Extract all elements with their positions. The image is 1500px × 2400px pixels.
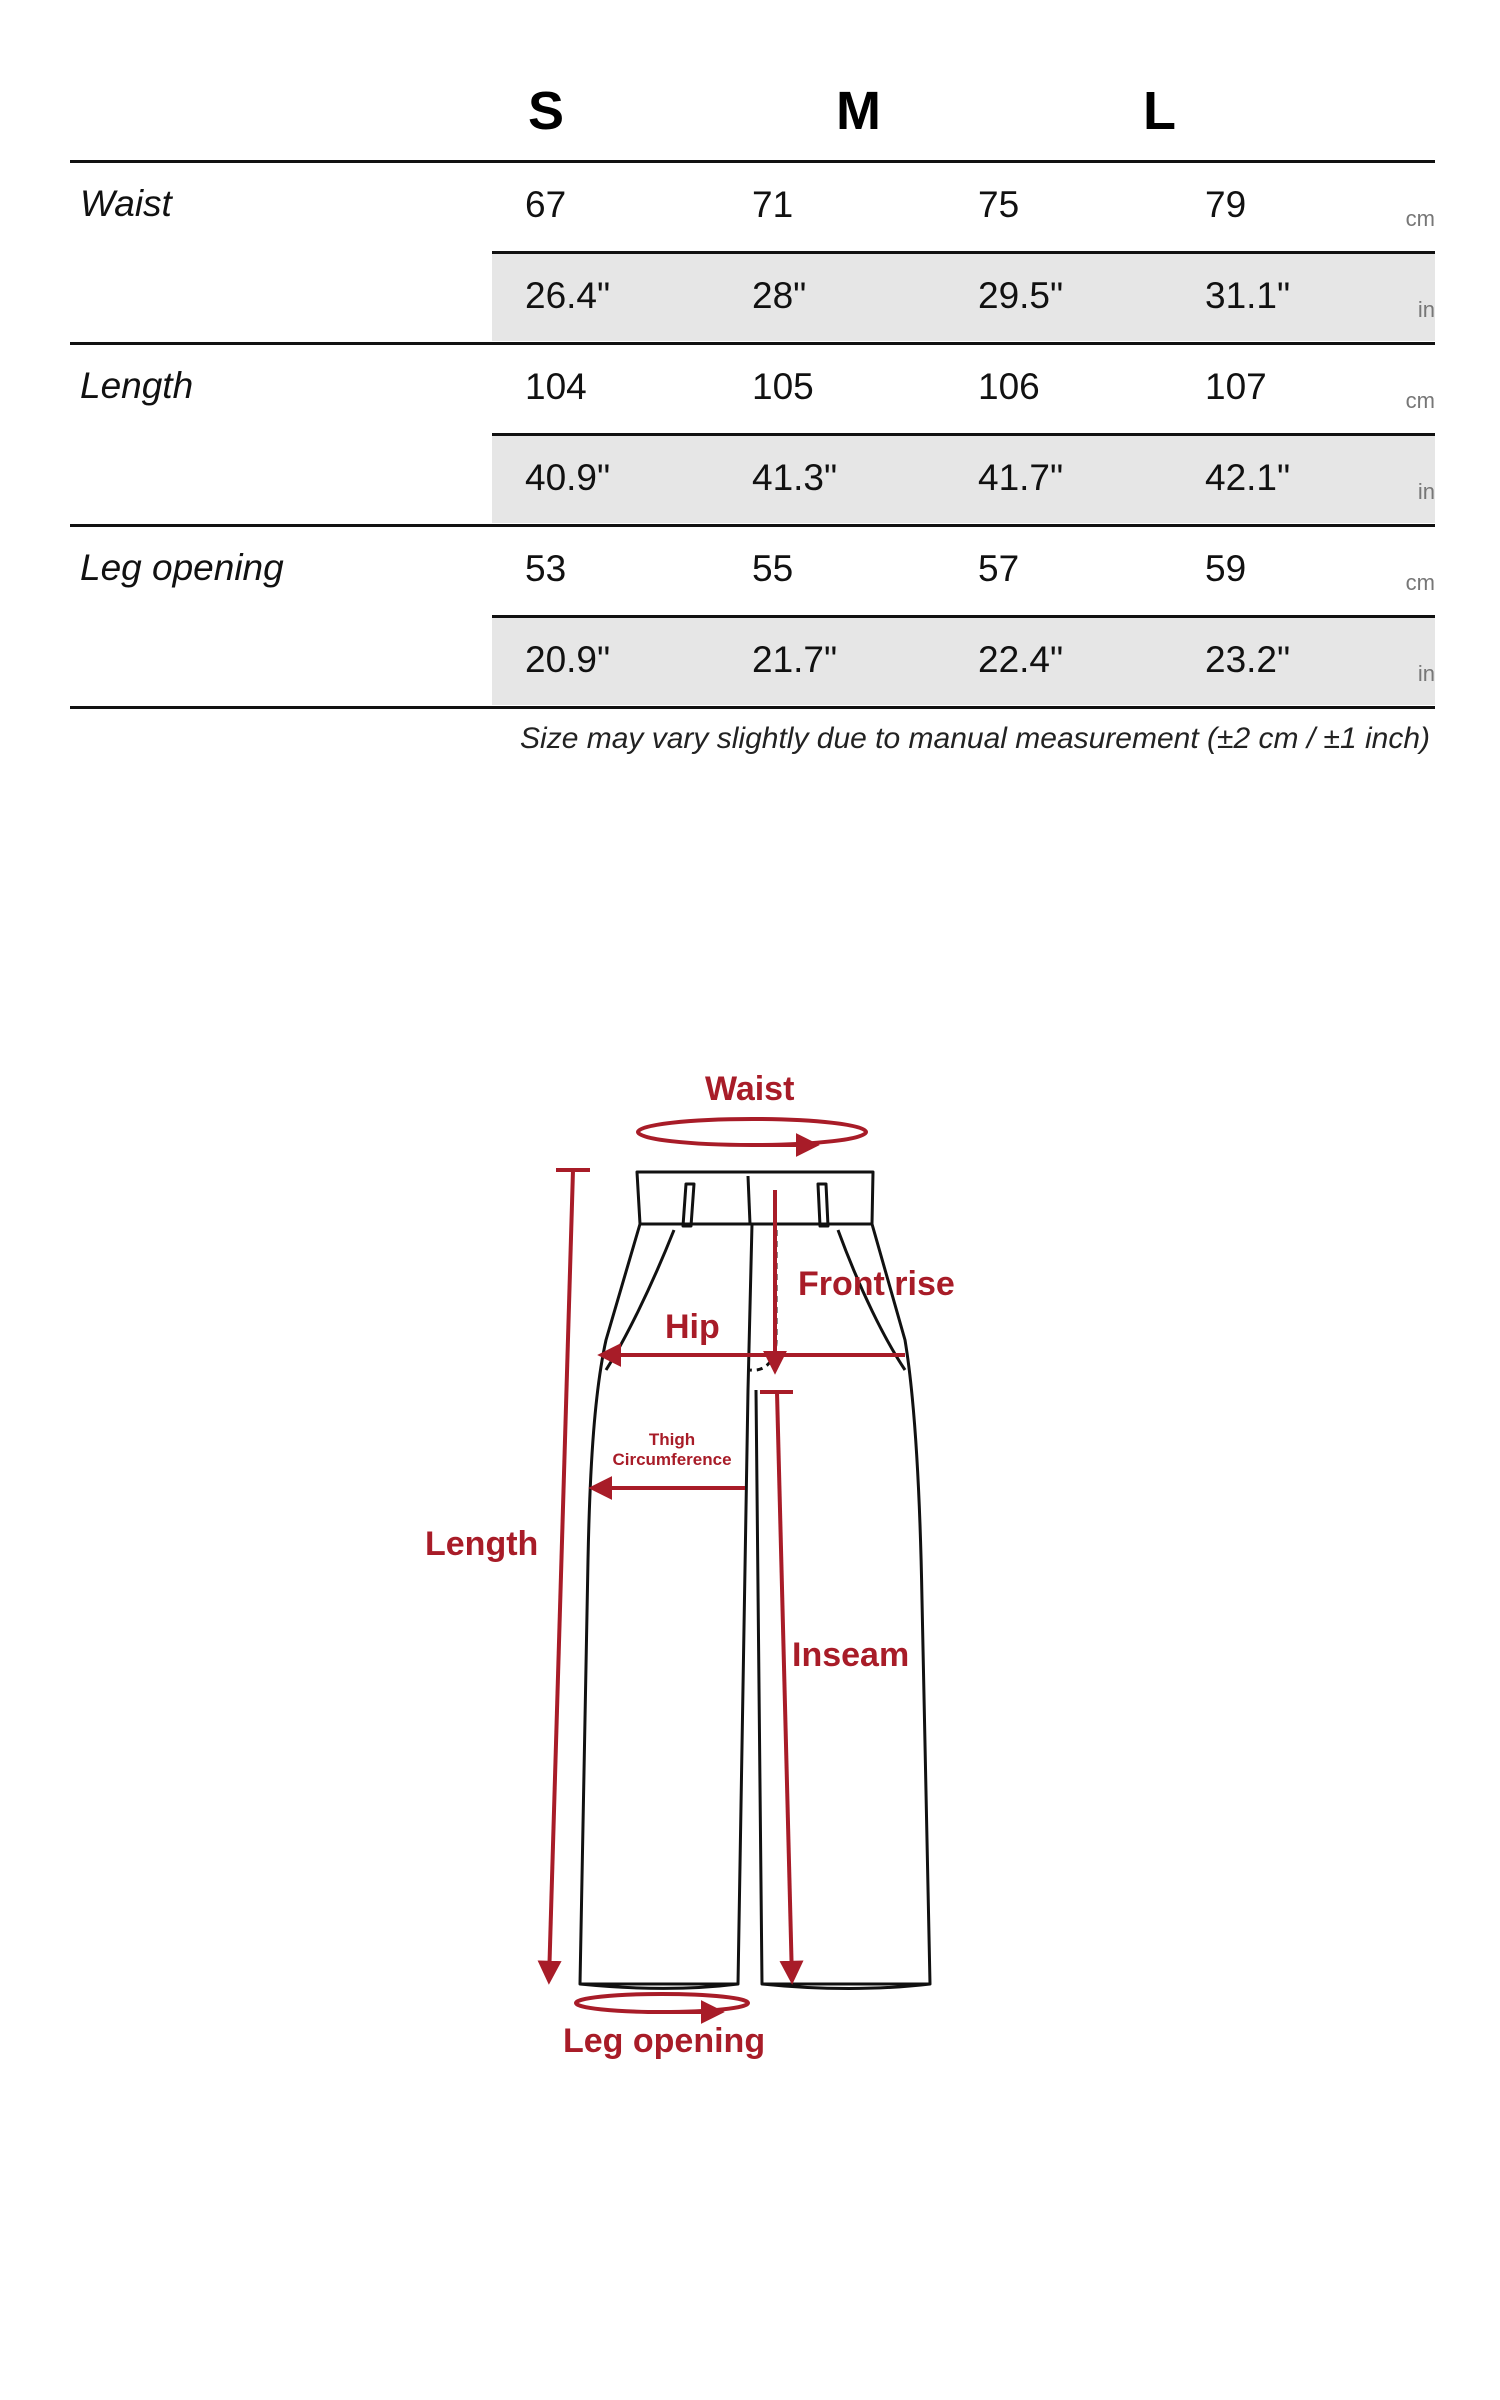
table-cell: 23.2" — [1205, 639, 1291, 680]
table-cell: 20.9" — [525, 639, 611, 680]
measurement-footnote: Size may vary slightly due to manual measurement (±2 cm / ±1 inch) — [520, 722, 1430, 755]
table-cell: 29.5" — [978, 275, 1064, 316]
measurement-lines — [549, 1119, 905, 2012]
table-cell: 79 — [1205, 184, 1247, 225]
table-cell: 53 — [525, 548, 567, 589]
table-rule-waist-mid — [492, 251, 1435, 254]
belt-loop — [683, 1184, 694, 1226]
label-inseam: Inseam — [792, 1636, 910, 1674]
row-shade-leg-in — [492, 617, 1435, 705]
waist-loop — [638, 1119, 866, 1145]
table-rule-top — [70, 160, 1435, 163]
size-header-s: S — [528, 81, 565, 141]
table-cell: 42.1" — [1205, 457, 1291, 498]
label-thigh: Thigh Circumference — [612, 1430, 732, 1469]
table-cell: 55 — [752, 548, 794, 589]
measurement-diagram — [0, 1040, 1500, 2120]
table-rule-waist-bottom — [70, 342, 1435, 345]
table-cell: 57 — [978, 548, 1020, 589]
row-shade-length-in — [492, 435, 1435, 523]
belt-loop — [818, 1184, 828, 1226]
table-cell: 41.3" — [752, 457, 838, 498]
table-cell: 59 — [1205, 548, 1247, 589]
unit-in: in — [1417, 479, 1435, 504]
table-cell: 107 — [1205, 366, 1267, 407]
row-label-leg-opening: Leg opening — [80, 547, 284, 588]
table-cell: 31.1" — [1205, 275, 1291, 316]
table-cell: 104 — [525, 366, 587, 407]
table-cell: 106 — [978, 366, 1040, 407]
unit-in: in — [1417, 661, 1435, 686]
size-header-l: L — [1143, 81, 1176, 141]
table-cell: 21.7" — [752, 639, 838, 680]
table-cell: 28" — [752, 275, 807, 316]
table-cell: 41.7" — [978, 457, 1064, 498]
row-shade-waist-in — [492, 253, 1435, 341]
table-cell: 40.9" — [525, 457, 611, 498]
pants-illustration — [0, 1040, 1500, 2120]
center-seam — [748, 1176, 750, 1224]
table-rule-length-mid — [492, 433, 1435, 436]
table-cell: 105 — [752, 366, 814, 407]
unit-cm: cm — [1405, 388, 1435, 413]
table-rule-bottom — [70, 706, 1435, 709]
fly-stitch — [750, 1230, 776, 1370]
table-cell: 75 — [978, 184, 1020, 225]
table-cell: 22.4" — [978, 639, 1064, 680]
unit-cm: cm — [1405, 206, 1435, 231]
label-waist: Waist — [705, 1070, 795, 1108]
label-leg-opening: Leg opening — [563, 2022, 766, 2060]
row-label-waist: Waist — [80, 183, 172, 224]
label-front-rise: Front rise — [798, 1265, 955, 1303]
label-hip: Hip — [665, 1308, 720, 1346]
table-rule-length-bottom — [70, 524, 1435, 527]
unit-cm: cm — [1405, 570, 1435, 595]
table-cell: 71 — [752, 184, 794, 225]
leg-opening-loop — [576, 1994, 748, 2012]
table-cell: 67 — [525, 184, 567, 225]
inseam-arrow-icon — [777, 1392, 792, 1980]
size-header-m: M — [836, 81, 881, 141]
table-rule-leg-mid — [492, 615, 1435, 618]
unit-in: in — [1417, 297, 1435, 322]
length-arrow-icon — [549, 1170, 573, 1980]
waistband — [637, 1172, 873, 1224]
label-length: Length — [425, 1525, 539, 1563]
table-cell: 26.4" — [525, 275, 611, 316]
row-label-length: Length — [80, 365, 194, 406]
